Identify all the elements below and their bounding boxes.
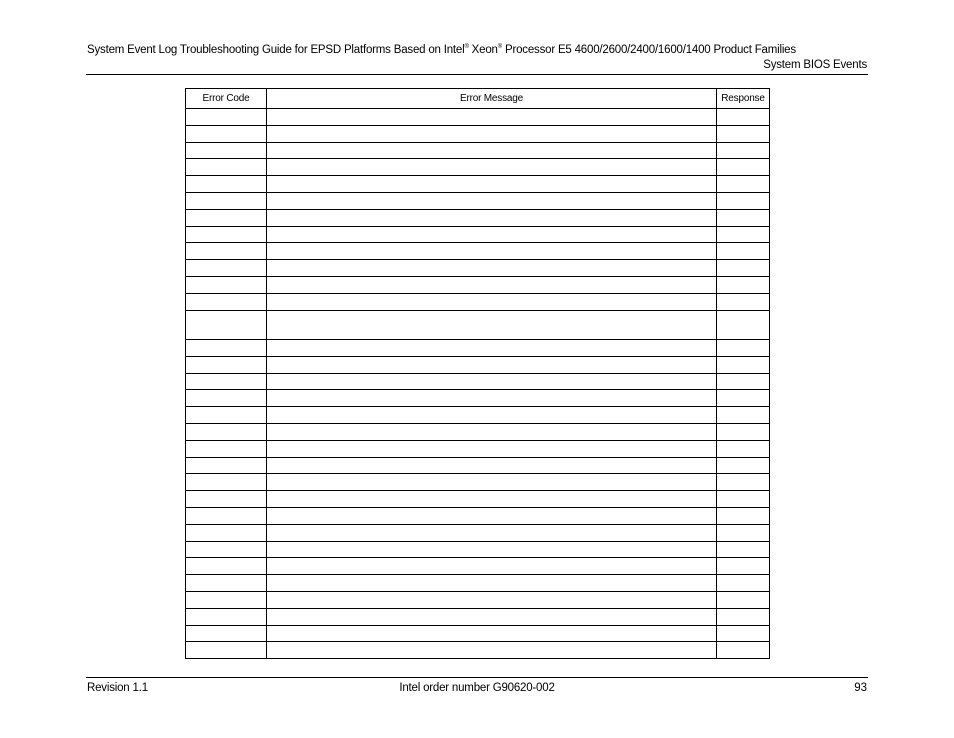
table-row	[186, 508, 770, 525]
table-row	[186, 293, 770, 310]
error-code-cell	[186, 558, 267, 575]
response-cell	[717, 625, 770, 642]
error-message-cell	[267, 457, 717, 474]
table-row	[186, 474, 770, 491]
error-message-cell	[267, 340, 717, 357]
error-message-cell	[267, 209, 717, 226]
error-code-cell	[186, 243, 267, 260]
error-message-cell	[267, 373, 717, 390]
table-row	[186, 491, 770, 508]
error-code-cell	[186, 575, 267, 592]
table-row	[186, 457, 770, 474]
error-code-cell	[186, 592, 267, 609]
table-row	[186, 243, 770, 260]
error-message-cell	[267, 176, 717, 193]
order-number: Intel order number G90620-002	[399, 682, 555, 694]
error-message-cell	[267, 524, 717, 541]
table-row	[186, 541, 770, 558]
response-cell	[717, 356, 770, 373]
response-cell	[717, 176, 770, 193]
error-code-cell	[186, 407, 267, 424]
response-cell	[717, 243, 770, 260]
error-code-cell	[186, 608, 267, 625]
registered-mark-2: ®	[497, 44, 502, 50]
error-message-cell	[267, 508, 717, 525]
error-message-cell	[267, 310, 717, 340]
table-row	[186, 260, 770, 277]
error-message-cell	[267, 356, 717, 373]
response-cell	[717, 293, 770, 310]
table-row	[186, 625, 770, 642]
error-code-table	[185, 88, 770, 659]
response-cell	[717, 276, 770, 293]
response-cell	[717, 457, 770, 474]
response-cell	[717, 373, 770, 390]
table-row	[186, 159, 770, 176]
response-cell	[717, 575, 770, 592]
error-message-cell	[267, 491, 717, 508]
error-message-cell	[267, 440, 717, 457]
error-message-cell	[267, 243, 717, 260]
response-cell	[717, 558, 770, 575]
error-code-cell	[186, 642, 267, 659]
response-cell	[717, 592, 770, 609]
table-row	[186, 575, 770, 592]
error-message-cell	[267, 159, 717, 176]
table-row	[186, 592, 770, 609]
error-message-cell	[267, 293, 717, 310]
error-code-cell	[186, 474, 267, 491]
error-code-cell	[186, 491, 267, 508]
error-code-cell	[186, 276, 267, 293]
error-message-cell	[267, 109, 717, 126]
error-code-cell	[186, 541, 267, 558]
error-message-cell	[267, 142, 717, 159]
title-part-2: Xeon	[468, 44, 498, 56]
table-row	[186, 142, 770, 159]
table-row	[186, 524, 770, 541]
error-message-cell	[267, 642, 717, 659]
table-row	[186, 608, 770, 625]
response-cell	[717, 109, 770, 126]
response-cell	[717, 491, 770, 508]
response-cell	[717, 474, 770, 491]
response-cell	[717, 390, 770, 407]
table-row	[186, 356, 770, 373]
error-code-cell	[186, 109, 267, 126]
response-cell	[717, 226, 770, 243]
document-title	[87, 44, 796, 56]
error-code-cell	[186, 508, 267, 525]
error-code-cell	[186, 226, 267, 243]
error-message-cell	[267, 260, 717, 277]
response-cell	[717, 142, 770, 159]
response-cell	[717, 440, 770, 457]
table-row	[186, 226, 770, 243]
table-row	[186, 424, 770, 441]
error-message-cell	[267, 276, 717, 293]
error-message-cell	[267, 541, 717, 558]
error-code-cell	[186, 310, 267, 340]
table-body	[186, 109, 770, 659]
response-cell	[717, 541, 770, 558]
table-row	[186, 373, 770, 390]
table-row	[186, 109, 770, 126]
revision-label: Revision 1.1	[87, 682, 148, 694]
column-header-response: Response	[717, 89, 770, 109]
error-code-cell	[186, 209, 267, 226]
response-cell	[717, 159, 770, 176]
error-code-cell	[186, 142, 267, 159]
error-code-cell	[186, 373, 267, 390]
error-message-cell	[267, 625, 717, 642]
error-code-cell	[186, 457, 267, 474]
error-code-cell	[186, 176, 267, 193]
error-message-cell	[267, 125, 717, 142]
table-row	[186, 310, 770, 340]
column-header-error-message: Error Message	[267, 89, 717, 109]
response-cell	[717, 310, 770, 340]
response-cell	[717, 608, 770, 625]
response-cell	[717, 192, 770, 209]
table-row	[186, 276, 770, 293]
section-title: System BIOS Events	[763, 59, 867, 71]
response-cell	[717, 508, 770, 525]
table-row	[186, 192, 770, 209]
response-cell	[717, 260, 770, 277]
response-cell	[717, 524, 770, 541]
registered-mark: ®	[464, 44, 469, 50]
response-cell	[717, 125, 770, 142]
error-code-cell	[186, 125, 267, 142]
table-row	[186, 390, 770, 407]
table-row	[186, 176, 770, 193]
error-code-cell	[186, 625, 267, 642]
error-message-cell	[267, 592, 717, 609]
footer-divider	[86, 677, 868, 678]
error-code-cell	[186, 159, 267, 176]
error-message-cell	[267, 407, 717, 424]
error-message-cell	[267, 424, 717, 441]
table-row	[186, 440, 770, 457]
error-code-cell	[186, 356, 267, 373]
table-row	[186, 125, 770, 142]
error-code-cell	[186, 260, 267, 277]
response-cell	[717, 209, 770, 226]
title-part-1: System Event Log Troubleshooting Guide for EPSD Platforms Based on Intel	[87, 44, 465, 56]
column-header-error-code: Error Code	[186, 89, 267, 109]
table-row	[186, 407, 770, 424]
table-row	[186, 642, 770, 659]
response-cell	[717, 642, 770, 659]
table-row	[186, 209, 770, 226]
error-message-cell	[267, 474, 717, 491]
table-header-row	[186, 89, 770, 109]
page-number: 93	[854, 682, 867, 694]
response-cell	[717, 340, 770, 357]
error-code-cell	[186, 293, 267, 310]
title-part-3: Processor E5 4600/2600/2400/1600/1400 Product Families	[501, 44, 796, 56]
error-message-cell	[267, 192, 717, 209]
error-message-cell	[267, 226, 717, 243]
error-message-cell	[267, 558, 717, 575]
error-code-cell	[186, 424, 267, 441]
error-code-cell	[186, 192, 267, 209]
response-cell	[717, 424, 770, 441]
table-row	[186, 340, 770, 357]
error-code-cell	[186, 340, 267, 357]
error-code-cell	[186, 440, 267, 457]
response-cell	[717, 407, 770, 424]
header-divider	[86, 74, 868, 75]
error-code-cell	[186, 524, 267, 541]
error-message-cell	[267, 390, 717, 407]
error-code-cell	[186, 390, 267, 407]
table-row	[186, 558, 770, 575]
error-message-cell	[267, 608, 717, 625]
error-message-cell	[267, 575, 717, 592]
